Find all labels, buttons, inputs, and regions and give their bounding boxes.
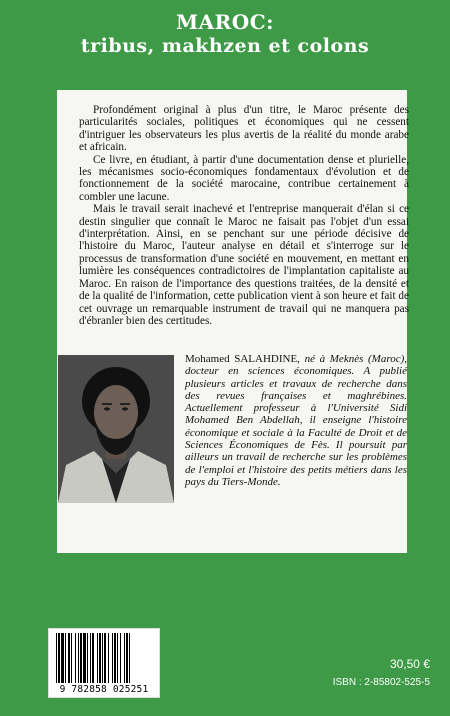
barcode-number: 9 782858 025251 [59,684,149,695]
cover-title [0,10,450,58]
book-description [79,104,409,327]
description-paragraph: Profondément original à plus d'un titre, le Maroc présente des particularités sociales, politiques et économiques qui ne cessent d'intriguer les observateurs les plus avertis de la réalité du monde arabe et africain. [79,104,409,154]
barcode [48,628,160,698]
barcode-bars [53,633,155,683]
author-bio [185,353,407,488]
title-line-1: MAROC: [176,10,274,34]
title-line-2: tribus, makhzen et colons [80,35,370,57]
description-paragraph: Ce livre, en étudiant, à partir d'une documentation dense et plurielle, les mécanismes socio-économiques fondamentaux d'évolution et de fonctionnement de la société marocaine, contribue certainement à combler une lacune. [79,153,409,203]
price: 30,50 € [389,657,430,671]
author-bio-text: né à Meknès (Maroc), docteur en sciences économiques. A publié plusieurs articles et travaux de recherche dans des revues françaises et maghrébines. Actuellement professeur à l'Université Sidi Mohamed Ben Abdellah, il enseigne l'histoire économique et sociale à la Faculté de Droit et de Sciences Économiques de Fès. Il poursuit par ailleurs un travail de recherche sur les problèmes de l'emploi et l'histoire des petits métiers dans les pays du Tiers-Monde. [185,353,408,488]
isbn: ISBN : 2-85802-525-5 [332,677,430,688]
author-name: Mohamed SALAHDINE, [185,353,300,365]
description-paragraph: Mais le travail serait inachevé et l'entreprise manquerait d'élan si ce destin singulier que connaît le Maroc ne faisait pas l'objet d'un essai d'interprétation. Ainsi, en se penchant sur une période décisive de l'histoire du Maroc, l'auteur analyse en détail et s'interroge sur le processus de transformation d'une société en mouvement, en mettant en lumière les conséquences contradictoires de l'implantation capitaliste au Maroc. En raison de l'importance des questions traitées, de la densité et de la qualité de l'information, cette publication vient à son heure et fait de cet ouvrage un remarquable instrument de travail qui ne manquera pas d'ébranler bien des certitudes. [79,203,409,327]
author-photo [58,355,174,503]
